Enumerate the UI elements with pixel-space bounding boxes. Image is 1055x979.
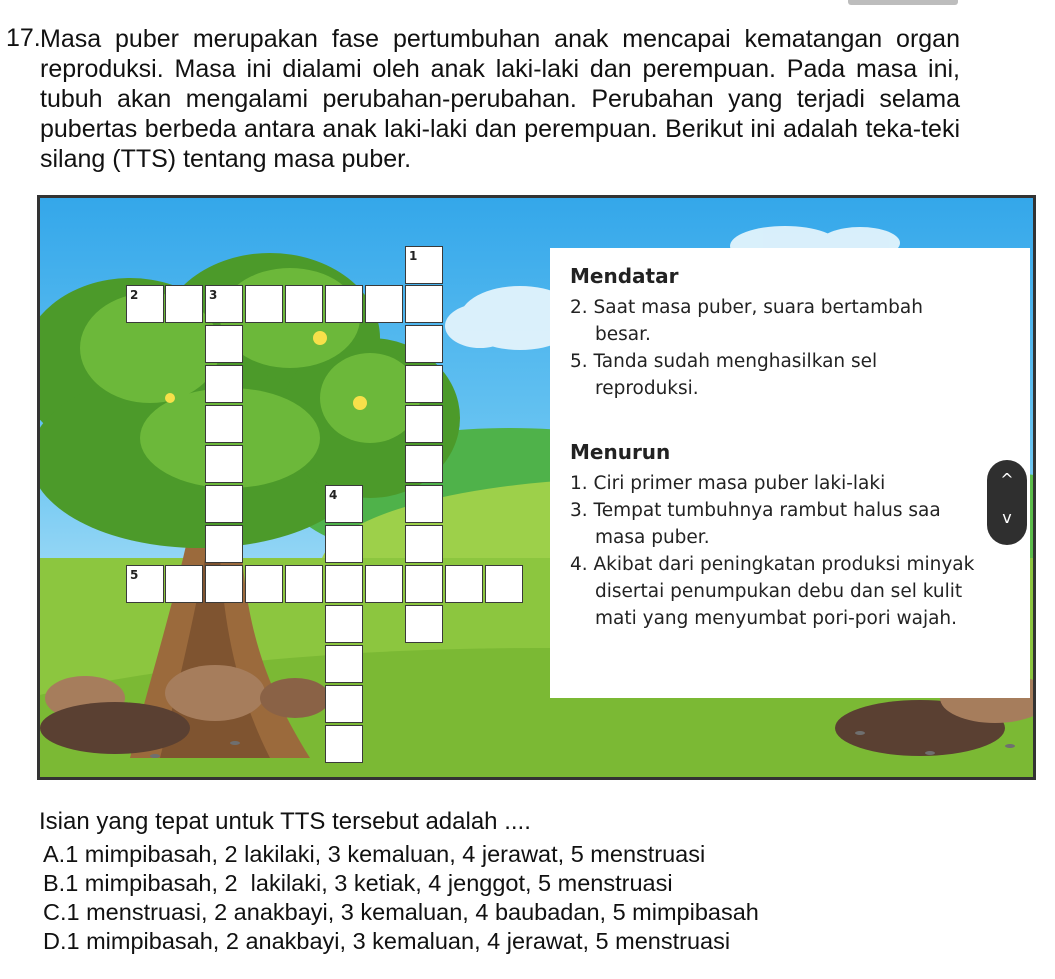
cell-5-across[interactable] <box>445 565 483 603</box>
clue-line: 2. Saat masa puber, suara bertambah <box>570 297 923 318</box>
cell-1-down[interactable] <box>405 605 443 643</box>
cell-2-across[interactable] <box>405 285 443 323</box>
cell-2-across[interactable] <box>245 285 283 323</box>
question-line: silang (TTS) tentang masa puber. <box>40 145 412 173</box>
clue-line: 1. Ciri primer masa puber laki-laki <box>570 473 886 494</box>
cell-1-down[interactable] <box>405 405 443 443</box>
option-b[interactable]: B.1 mimpibasah, 2 lakilaki, 3 ketiak, 4 jenggot, 5 menstruasi <box>43 870 673 896</box>
cell-5-across[interactable] <box>365 565 403 603</box>
cell-5-across[interactable] <box>245 565 283 603</box>
cell-4-down[interactable] <box>325 525 363 563</box>
cell-5-across[interactable] <box>165 565 203 603</box>
clue-number-1: 1 <box>409 249 418 263</box>
cell-1-down[interactable] <box>405 365 443 403</box>
cell-5-across[interactable] <box>485 565 523 603</box>
option-d[interactable]: D.1 mimpibasah, 2 anakbayi, 3 kemaluan, 4 jerawat, 5 menstruasi <box>43 928 731 954</box>
question-text <box>40 24 960 174</box>
mendatar-heading: Mendatar <box>570 264 679 288</box>
clue-1-down <box>570 470 1012 497</box>
clue-line: 5. Tanda sudah menghasilkan sel <box>570 351 878 372</box>
cell-5-across[interactable] <box>205 565 243 603</box>
cell-3-down[interactable] <box>205 485 243 523</box>
clue-3-down <box>570 497 1012 551</box>
clue-line: mati yang menyumbat pori-pori wajah. <box>595 608 958 629</box>
menurun-heading: Menurun <box>570 440 671 464</box>
cell-5-across[interactable] <box>405 565 443 603</box>
question-line: pubertas berbeda antara anak laki-laki dan perempuan. Berikut ini adalah teka-teki <box>40 115 960 143</box>
clue-number-3: 3 <box>209 288 218 302</box>
cell-4-down[interactable] <box>325 645 363 683</box>
cell-4-down[interactable] <box>325 685 363 723</box>
clue-4-down <box>570 551 1012 632</box>
cell-2-across[interactable] <box>325 285 363 323</box>
chevron-up-icon[interactable]: ^ <box>1000 470 1014 489</box>
cell-1-down[interactable] <box>405 525 443 563</box>
cell-3-down[interactable] <box>205 365 243 403</box>
clue-line: 4. Akibat dari peningkatan produksi minyak <box>570 554 975 575</box>
cell-3-down[interactable] <box>205 405 243 443</box>
cell-1-down[interactable] <box>405 445 443 483</box>
chevron-down-icon[interactable]: v <box>1002 508 1012 527</box>
answer-options <box>43 840 759 956</box>
cell-3-down[interactable] <box>205 445 243 483</box>
question-line: reproduksi. Masa ini dialami oleh anak laki-laki dan perempuan. Pada masa ini, <box>40 55 960 83</box>
cell-5-across[interactable] <box>325 565 363 603</box>
question-line: Masa puber merupakan fase pertumbuhan anak mencapai kematangan organ <box>40 25 960 53</box>
answer-prompt: Isian yang tepat untuk TTS tersebut adalah .... <box>39 808 531 835</box>
cell-1-down[interactable] <box>405 485 443 523</box>
clue-panel <box>550 248 1030 698</box>
option-c[interactable]: C.1 menstruasi, 2 anakbayi, 3 kemaluan, 4 baubadan, 5 mimpibasah <box>43 899 759 925</box>
option-a[interactable]: A.1 mimpibasah, 2 lakilaki, 3 kemaluan, 4 jerawat, 5 menstruasi <box>43 841 706 867</box>
cell-5-across[interactable] <box>285 565 323 603</box>
cell-2-across[interactable] <box>165 285 203 323</box>
question-line: tubuh akan mengalami perubahan-perubahan. Perubahan yang terjadi selama <box>40 85 960 113</box>
cell-2-across[interactable] <box>365 285 403 323</box>
cell-3-down[interactable] <box>205 325 243 363</box>
cell-4-down[interactable] <box>325 725 363 763</box>
cell-3-down[interactable] <box>205 525 243 563</box>
question-number: 17. <box>6 24 41 52</box>
clue-line: besar. <box>595 324 651 345</box>
clue-line: masa puber. <box>595 527 710 548</box>
crossword-image <box>37 195 1036 780</box>
cell-4-down[interactable] <box>325 605 363 643</box>
clue-2-across <box>570 294 1012 348</box>
clue-5-across <box>570 348 1012 402</box>
clue-number-4: 4 <box>329 488 338 502</box>
clue-number-2: 2 <box>130 288 139 302</box>
cell-2-across[interactable] <box>285 285 323 323</box>
top-handle <box>848 0 958 5</box>
cell-1-down[interactable] <box>405 325 443 363</box>
scroll-control[interactable] <box>987 460 1027 545</box>
clue-line: 3. Tempat tumbuhnya rambut halus saa <box>570 500 941 521</box>
clue-line: disertai penumpukan debu dan sel kulit <box>595 581 963 602</box>
clue-number-5: 5 <box>130 568 139 582</box>
clue-line: reproduksi. <box>595 378 699 399</box>
